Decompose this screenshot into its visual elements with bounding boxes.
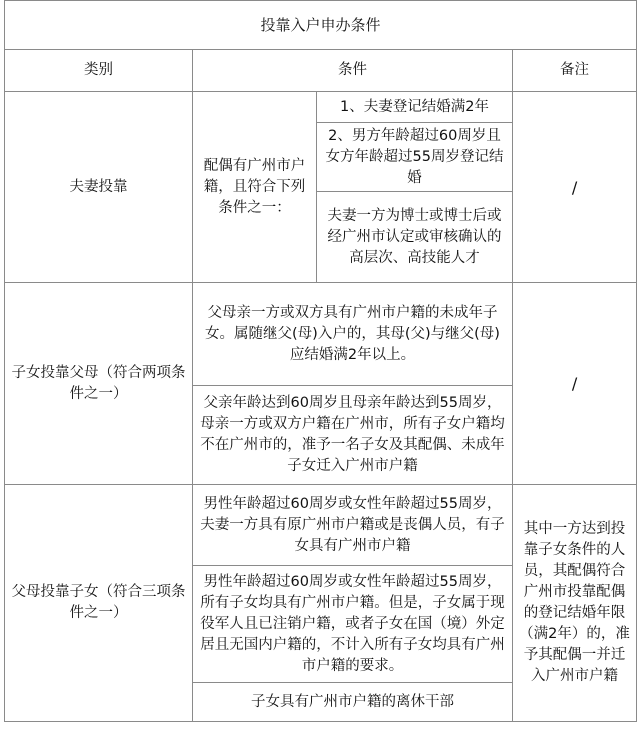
parent-to-child-condition-3: 子女具有广州市户籍的离休干部 bbox=[193, 683, 513, 722]
spouse-intro: 配偶有广州市户籍，且符合下列条件之一： bbox=[193, 92, 317, 283]
header-category: 类别 bbox=[5, 50, 193, 92]
child-to-parent-category: 子女投靠父母（符合两项条件之一） bbox=[5, 283, 193, 485]
spouse-condition-2: 2、男方年龄超过60周岁且女方年龄超过55周岁登记结婚 bbox=[317, 123, 513, 192]
child-to-parent-condition-1: 父母亲一方或双方具有广州市户籍的未成年子女。属随继父(母)入户的，其母(父)与继父(母)应结婚满2年以上。 bbox=[193, 283, 513, 386]
parent-to-child-category: 父母投靠子女（符合三项条件之一） bbox=[5, 485, 193, 722]
spouse-category: 夫妻投靠 bbox=[5, 92, 193, 283]
child-to-parent-condition-2: 父亲年龄达到60周岁且母亲年龄达到55周岁，母亲一方或双方户籍在广州市，所有子女户籍均不在广州市的，准予一名子女及其配偶、未成年子女迁入广州市户籍 bbox=[193, 386, 513, 485]
header-remarks: 备注 bbox=[513, 50, 637, 92]
child-to-parent-remark: / bbox=[513, 283, 637, 485]
table-title: 投靠入户申办条件 bbox=[5, 1, 637, 50]
spouse-condition-3: 夫妻一方为博士或博士后或经广州市认定或审核确认的高层次、高技能人才 bbox=[317, 192, 513, 283]
parent-to-child-condition-2: 男性年龄超过60周岁或女性年龄超过55周岁，所有子女均具有广州市户籍。但是，子女属于现役军人且已注销户籍，或者子女在国（境）外定居且无国内户籍的，不计入所有子女均具有广州市户籍的要求。 bbox=[193, 566, 513, 683]
parent-to-child-condition-1: 男性年龄超过60周岁或女性年龄超过55周岁，夫妻一方具有原广州市户籍或是丧偶人员，有子女具有广州市户籍 bbox=[193, 485, 513, 566]
conditions-table bbox=[4, 0, 637, 722]
spouse-remark: / bbox=[513, 92, 637, 283]
header-conditions: 条件 bbox=[193, 50, 513, 92]
spouse-condition-1: 1、夫妻登记结婚满2年 bbox=[317, 92, 513, 123]
parent-to-child-remark: 其中一方达到投靠子女条件的人员，其配偶符合广州市投靠配偶的登记结婚年限（满2年）的，准予其配偶一并迁入广州市户籍 bbox=[513, 485, 637, 722]
